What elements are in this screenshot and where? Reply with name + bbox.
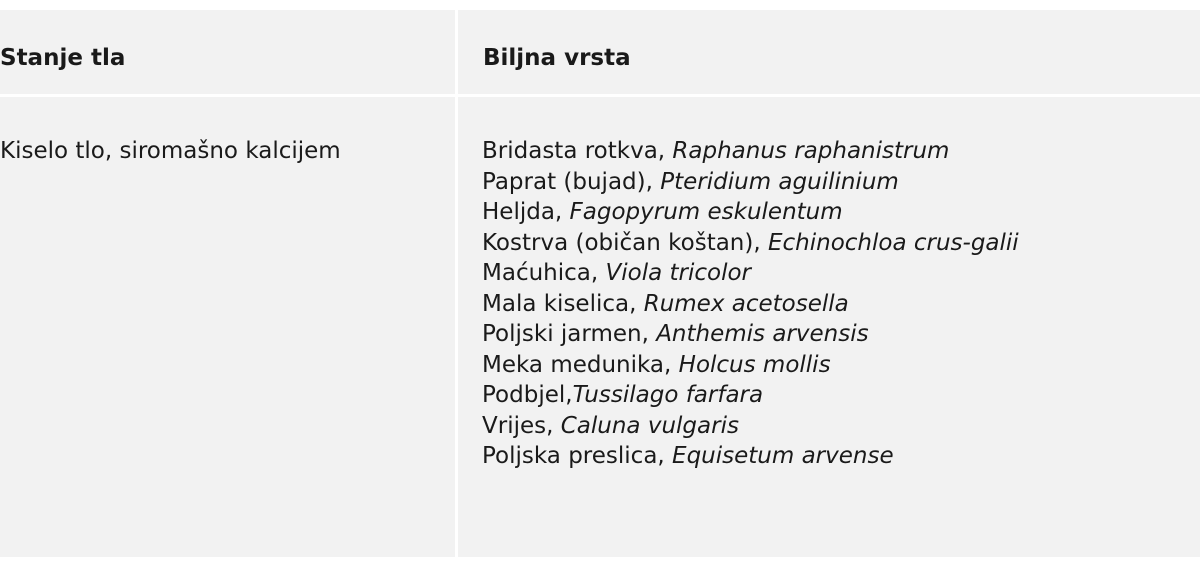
- species-common-name: Kostrva (običan koštan),: [482, 229, 768, 256]
- species-item: [482, 167, 1019, 198]
- species-latin-name: Fagopyrum eskulentum: [569, 199, 843, 225]
- species-common-name: Podbjel,: [482, 382, 573, 408]
- species-latin-name: Rumex acetosella: [643, 290, 849, 317]
- species-common-name: Poljski jarmen,: [482, 321, 657, 347]
- species-latin-name: Holcus mollis: [678, 351, 831, 378]
- species-latin-name: Tussilago farfara: [572, 382, 764, 408]
- species-common-name: Vrijes,: [482, 412, 561, 439]
- species-common-name: Paprat (bujad),: [482, 168, 661, 195]
- species-common-name: Mala kiselica,: [482, 290, 644, 317]
- species-common-name: Poljska preslica,: [482, 443, 673, 469]
- species-latin-name: Echinochloa crus-galii: [767, 229, 1019, 256]
- soil-condition-cell: Kiselo tlo, siromašno kalcijem: [0, 138, 341, 164]
- species-item: [482, 228, 1019, 259]
- species-list: [482, 136, 1019, 472]
- species-common-name: Meka medunika,: [482, 351, 679, 378]
- species-item: [482, 258, 1019, 289]
- species-latin-name: Pteridium aguilinium: [660, 168, 899, 195]
- species-latin-name: Equisetum arvense: [672, 443, 894, 469]
- species-item: [482, 380, 1019, 411]
- species-latin-name: Caluna vulgaris: [560, 412, 739, 439]
- species-item: [482, 350, 1019, 381]
- species-common-name: Heljda,: [482, 199, 570, 225]
- species-latin-name: Viola tricolor: [605, 260, 751, 286]
- species-latin-name: Raphanus raphanistrum: [672, 138, 950, 164]
- column-divider: [455, 10, 458, 557]
- header-plant-species: Biljna vrsta: [483, 45, 631, 71]
- plant-soil-table: [0, 10, 1200, 557]
- species-latin-name: Anthemis arvensis: [656, 321, 869, 347]
- species-item: [482, 441, 1019, 472]
- header-soil-condition: Stanje tla: [0, 45, 126, 71]
- species-common-name: Maćuhica,: [482, 260, 606, 286]
- row-divider: [0, 94, 1200, 97]
- species-item: [482, 319, 1019, 350]
- species-item: [482, 289, 1019, 320]
- species-item: [482, 136, 1019, 167]
- species-item: [482, 197, 1019, 228]
- species-item: [482, 411, 1019, 442]
- species-common-name: Bridasta rotkva,: [482, 138, 673, 164]
